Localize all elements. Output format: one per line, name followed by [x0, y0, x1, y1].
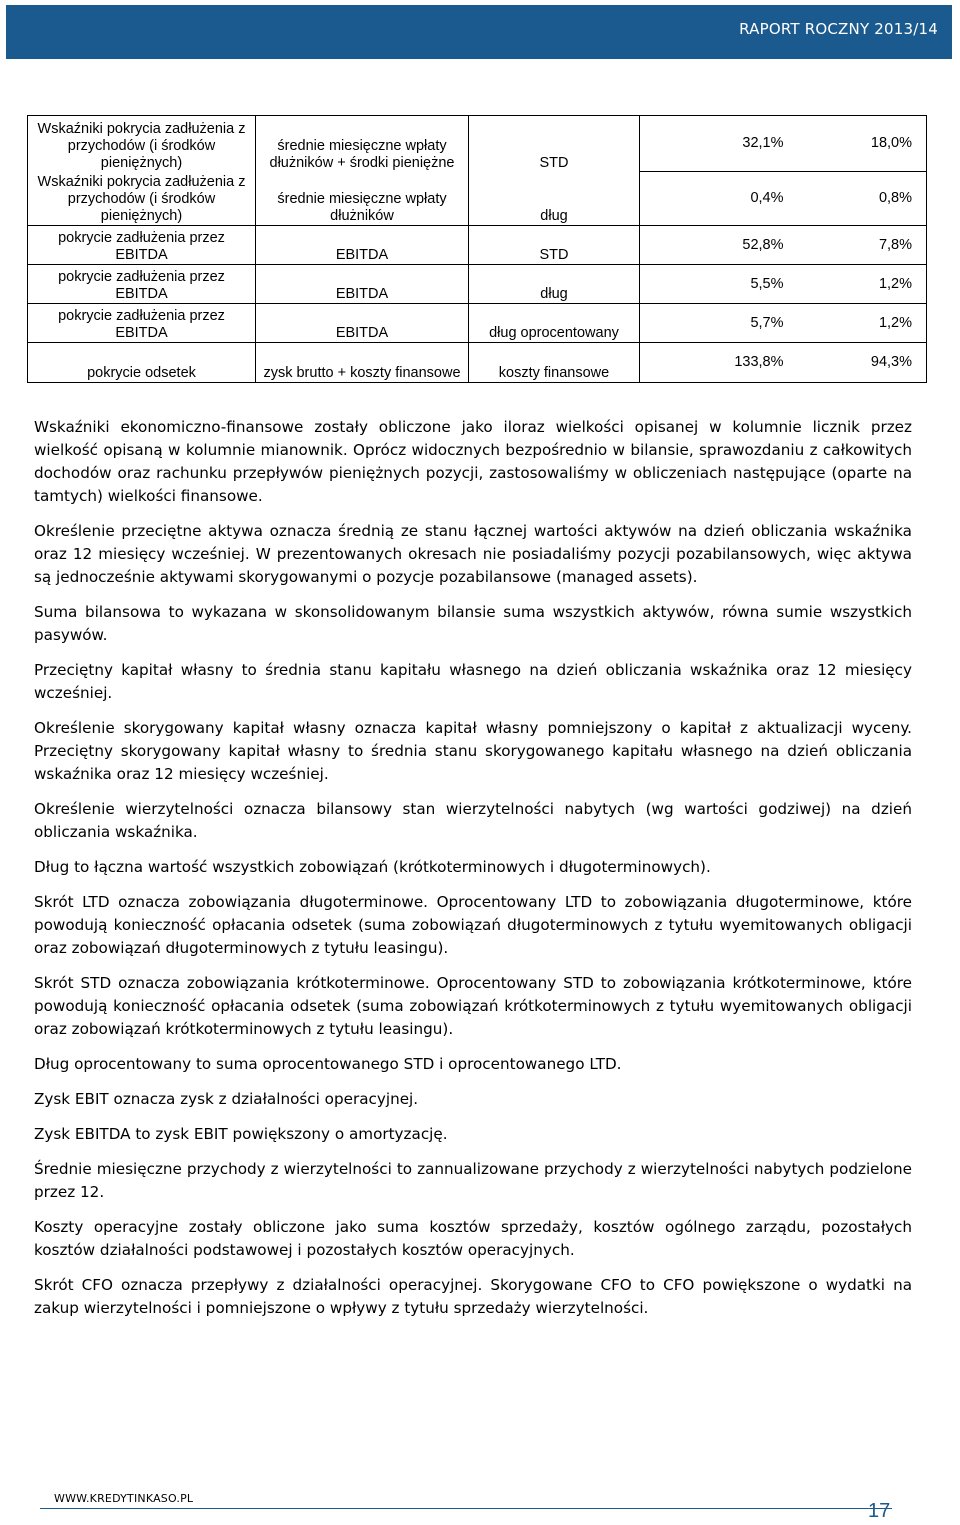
ratio-numerator: średnie miesięczne wpłaty dłużników: [256, 172, 469, 226]
footer-divider: [40, 1508, 892, 1509]
page-number: 17: [868, 1500, 891, 1522]
ratio-value-current: 133,8%: [640, 343, 790, 383]
paragraph: Suma bilansowa to wykazana w skonsolidowanym bilansie suma wszystkich aktywów, równa sumie wszystkich pasywów.: [34, 603, 912, 644]
paragraph: Dług to łączna wartość wszystkich zobowiązań (krótkoterminowych i długoterminowych).: [34, 858, 711, 876]
ratio-name: pokrycie odsetek: [28, 343, 256, 383]
ratio-name: Wskaźniki pokrycia zadłużenia z przychodów (i środków pieniężnych): [28, 116, 256, 172]
ratio-value-previous: 0,8%: [790, 172, 927, 226]
ratios-table: [27, 115, 927, 383]
ratio-value-current: 5,5%: [640, 265, 790, 304]
paragraph: Koszty operacyjne zostały obliczone jako suma kosztów sprzedaży, kosztów ogólnego zarządu, pozostałych kosztów działalności podstawowej i pozostałych kosztów operacyjnych.: [34, 1218, 912, 1259]
ratio-numerator: średnie miesięczne wpłaty dłużników + środki pieniężne: [256, 116, 469, 172]
paragraph: Określenie wierzytelności oznacza bilansowy stan wierzytelności nabytych (wg wartości godziwej) na dzień obliczania wskaźnika.: [34, 800, 912, 841]
ratio-value-current: 52,8%: [640, 226, 790, 265]
paragraph: Wskaźniki ekonomiczno-finansowe zostały obliczone jako iloraz wielkości opisanej w kolumnie licznik przez wielkość opisaną w kolumnie mianownik. Oprócz widocznych bezpośrednio w bilansie, sprawozdaniu z całkowitych dochodów oraz rachunku przepływów pieniężnych pozycji, zastosowaliśmy w obliczeniach następujące (oparte na tamtych) wielkości finansowe.: [34, 418, 912, 505]
ratio-denominator: dług: [469, 265, 640, 304]
ratio-value-previous: 18,0%: [790, 116, 927, 172]
table-row: [28, 304, 927, 343]
paragraph: Skrót LTD oznacza zobowiązania długoterminowe. Oprocentowany LTD to zobowiązania długoterminowe, które powodują konieczność opłacania odsetek (suma zobowiązań długoterminowych z tytułu wyemitowanych obligacji oraz zobowiązań długoterminowych z tytułu leasingu).: [34, 893, 912, 957]
ratio-denominator: STD: [469, 226, 640, 265]
ratio-value-previous: 7,8%: [790, 226, 927, 265]
ratio-denominator: dług oprocentowany: [469, 304, 640, 343]
paragraph: Przeciętny kapitał własny to średnia stanu kapitału własnego na dzień obliczania wskaźnika oraz 12 miesięcy wcześniej.: [34, 661, 912, 702]
ratio-value-previous: 1,2%: [790, 304, 927, 343]
ratio-name: Wskaźniki pokrycia zadłużenia z przychodów (i środków pieniężnych): [28, 172, 256, 226]
ratio-value-current: 32,1%: [640, 116, 790, 172]
paragraph: Określenie przeciętne aktywa oznacza średnią ze stanu łącznej wartości aktywów na dzień obliczania wskaźnika oraz 12 miesięcy wcześniej. W prezentowanych okresach nie posiadaliśmy pozycji pozabilansowych, więc aktywa są jednocześnie aktywami skorygowanymi o pozycje pozabilansowe (managed assets).: [34, 522, 912, 586]
table-row: [28, 343, 927, 383]
header-bar: [6, 5, 952, 59]
paragraph: Zysk EBIT oznacza zysk z działalności operacyjnej.: [34, 1090, 419, 1108]
ratio-name: pokrycie zadłużenia przez EBITDA: [28, 265, 256, 304]
table-row: [28, 226, 927, 265]
ratio-numerator: zysk brutto + koszty finansowe: [256, 343, 469, 383]
ratio-value-previous: 1,2%: [790, 265, 927, 304]
paragraph: Skrót STD oznacza zobowiązania krótkoterminowe. Oprocentowany STD to zobowiązania krótkoterminowe, które powodują konieczność opłacania odsetek (suma zobowiązań krótkoterminowych z tytułu wyemitowanych obligacji oraz zobowiązań krótkoterminowych z tytułu leasingu).: [34, 974, 912, 1038]
ratio-denominator: dług: [469, 172, 640, 226]
ratio-value-previous: 94,3%: [790, 343, 927, 383]
footer-url: WWW.KREDYTINKASO.PL: [54, 1492, 194, 1505]
ratio-numerator: EBITDA: [256, 304, 469, 343]
report-title: RAPORT ROCZNY 2013/14: [739, 20, 938, 38]
ratio-denominator: STD: [469, 116, 640, 172]
paragraph: Zysk EBITDA to zysk EBIT powiększony o amortyzację.: [34, 1125, 448, 1143]
paragraph: Dług oprocentowany to suma oprocentowanego STD i oprocentowanego LTD.: [34, 1055, 622, 1073]
ratio-value-current: 5,7%: [640, 304, 790, 343]
paragraph: Określenie skorygowany kapitał własny oznacza kapitał własny pomniejszony o kapitał z aktualizacji wyceny. Przeciętny skorygowany kapitał własny to średnia stanu skorygowanego kapitału własnego na dzień obliczania wskaźnika oraz 12 miesięcy wcześniej.: [34, 719, 912, 783]
definitions-text: [34, 416, 912, 1332]
paragraph: Średnie miesięczne przychody z wierzytelności to zannualizowane przychody z wierzytelności nabytych podzielone przez 12.: [34, 1160, 912, 1201]
table-row: [28, 172, 927, 226]
table-row: [28, 116, 927, 172]
ratio-numerator: EBITDA: [256, 226, 469, 265]
ratio-name: pokrycie zadłużenia przez EBITDA: [28, 226, 256, 265]
ratio-value-current: 0,4%: [640, 172, 790, 226]
ratio-numerator: EBITDA: [256, 265, 469, 304]
paragraph: Skrót CFO oznacza przepływy z działalności operacyjnej. Skorygowane CFO to CFO powiększone o wydatki na zakup wierzytelności i pomniejszone o wpływy z tytułu sprzedaży wierzytelności.: [34, 1276, 912, 1317]
table-row: [28, 265, 927, 304]
ratio-denominator: koszty finansowe: [469, 343, 640, 383]
ratio-name: pokrycie zadłużenia przez EBITDA: [28, 304, 256, 343]
